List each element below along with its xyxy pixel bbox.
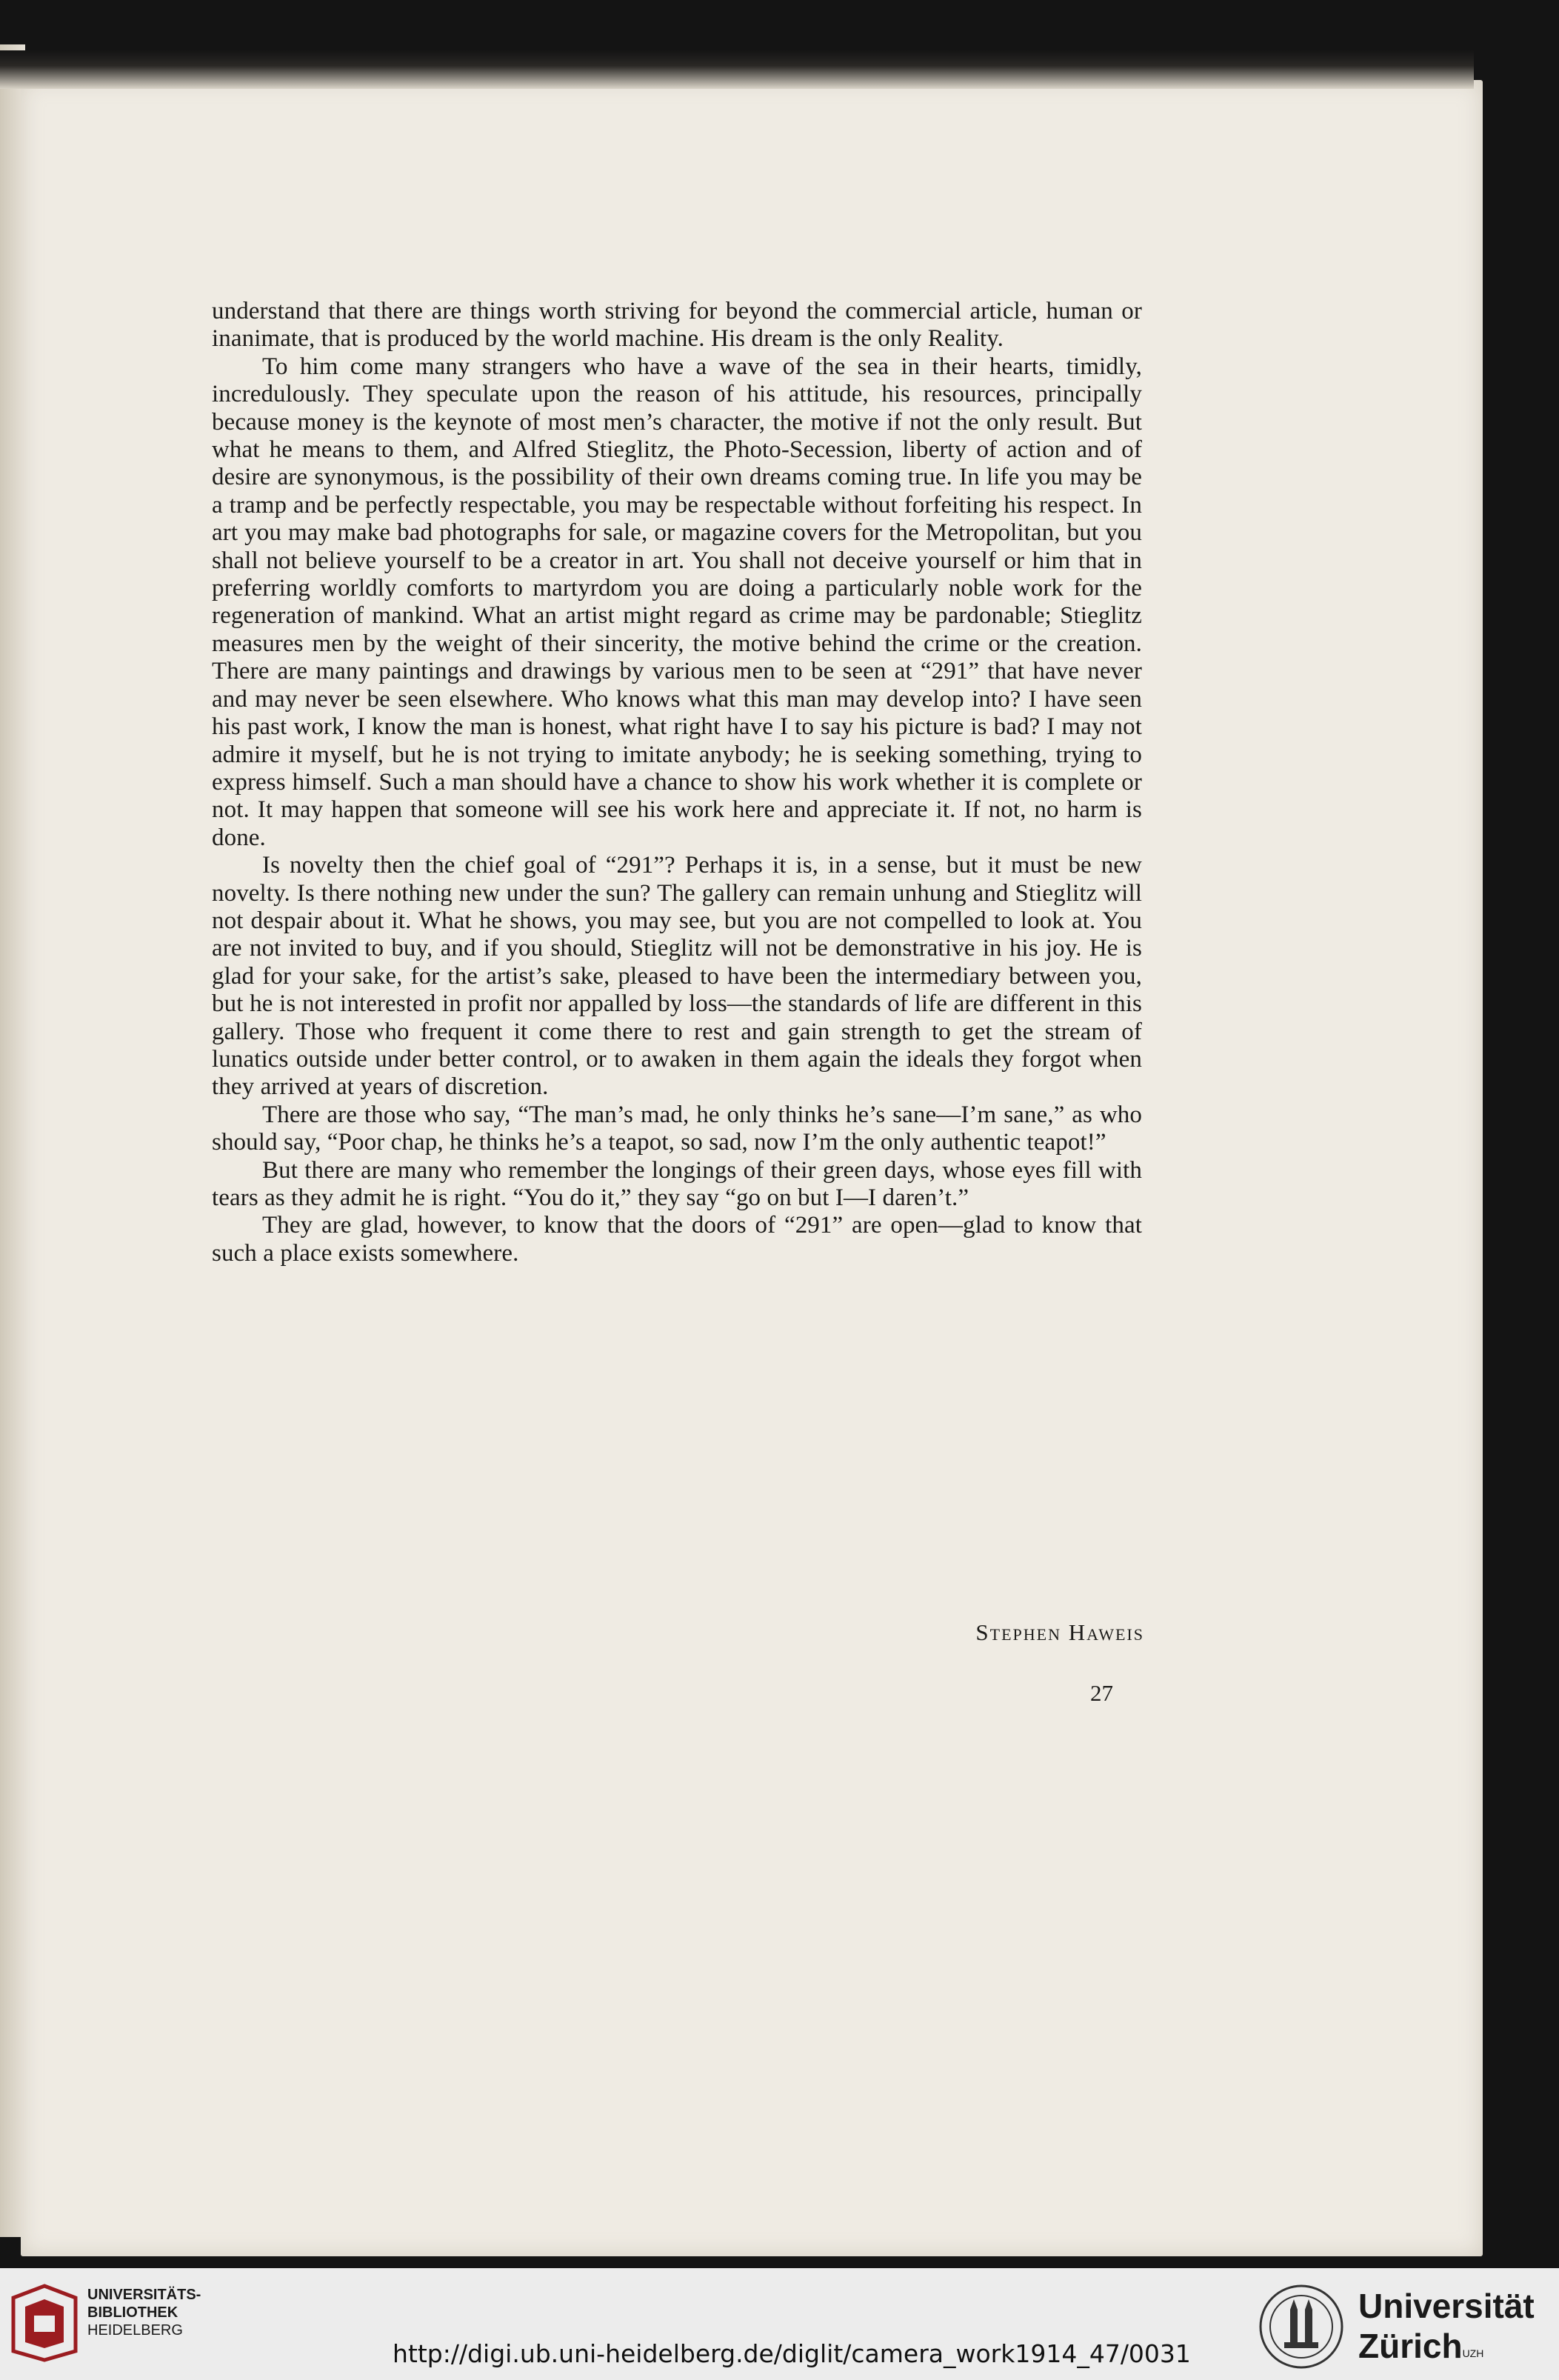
document-url-link[interactable]: http://digi.ub.uni-heidelberg.de/diglit/camera_work1914_47/0031 [393,2339,1191,2368]
uzh-seal-icon [1258,2283,1345,2370]
university-name [1358,2286,1535,2366]
uzh-superscript: UZH [1462,2347,1484,2359]
paragraph: They are glad, however, to know that the doors of “291” are open—glad to know that such a place exists somewhere. [212,1212,1142,1267]
library-name-line: BIBLIOTHEK [87,2304,178,2321]
article-body [212,298,1142,1267]
ub-heidelberg-logo-icon [7,2283,81,2363]
paragraph: There are those who say, “The man’s mad, he only thinks he’s sane—I’m sane,” as who should say, “Poor chap, he thinks he’s a teapot, so sad, now I’m the only authentic teapot!” [212,1101,1142,1156]
paragraph: To him come many strangers who have a wave of the sea in their hearts, timidly, incredulously. They speculate upon the reason of his attitude, his resources, principally because money is the keynote of most men’s character, the motive if not the only result. But what he means to them, and Alfred Stieglitz, the Photo-Secession, liberty of action and of desire are synonymous, is the possibility of their own dreams coming true. In life you may be a tramp and be perfectly respectable, you may be respectable without forfeiting his respect. In art you may make bad photographs for sale, or magazine covers for the Metropolitan, but you shall not believe yourself to be a creator in art. You shall not deceive yourself or him that in preferring worldly comforts to martyrdom you are doing a particularly noble work for the regeneration of mankind. What an artist might regard as crime may be pardonable; Stieglitz measures men by the weight of their sincerity, the motive behind the crime or the creation. There are many paintings and drawings by various men to be seen at “291” that have never and may never be seen elsewhere. Who knows what this man may develop into? I have seen his past work, I know the man is honest, what right have I to say his picture is bad? I may not admire it myself, but he is not trying to imitate anybody; he is seeking something, trying to express himself. Such a man should have a chance to show his work whether it is complete or not. It may happen that someone will see his work here and appreciate it. If not, no harm is done. [212,353,1142,851]
library-name-line: UNIVERSITÄTS- [87,2287,201,2303]
author-signature: Stephen Haweis [975,1619,1144,1645]
library-name [87,2286,201,2339]
library-name-line: HEIDELBERG [87,2322,183,2339]
footer-bar [0,2268,1559,2380]
page-top-shadow [0,50,1474,89]
university-name-line [1358,2326,1535,2366]
paragraph: understand that there are things worth striving for beyond the commercial article, human or inanimate, that is produced by the world machine. His dream is the only Reality. [212,298,1142,353]
university-name-line: Universität [1358,2287,1535,2325]
page-number: 27 [1090,1680,1113,1706]
paragraph: But there are many who remember the longings of their green days, whose eyes fill with tears as they admit he is right. “You do it,” they say “go on but I—I daren’t.” [212,1156,1142,1211]
university-city: Zürich [1358,2327,1463,2365]
paragraph: Is novelty then the chief goal of “291”? Perhaps it is, in a sense, but it must be new novelty. Is there nothing new under the sun? The gallery can remain unhung and Stieglitz will not despair about it. What he shows, you may see, but you are not compelled to look at. You are not invited to buy, and if you should, Stieglitz will not be demonstrative in his joy. He is glad for your sake, for the artist’s sake, pleased to have been the intermediary between you, but he is not interested in profit nor appalled by loss—the standards of life are different in this gallery. Those who frequent it come there to rest and gain strength to get the stream of lunatics outside under better control, or to awaken in them again the ideals they forgot when they arrived at years of discretion. [212,852,1142,1101]
